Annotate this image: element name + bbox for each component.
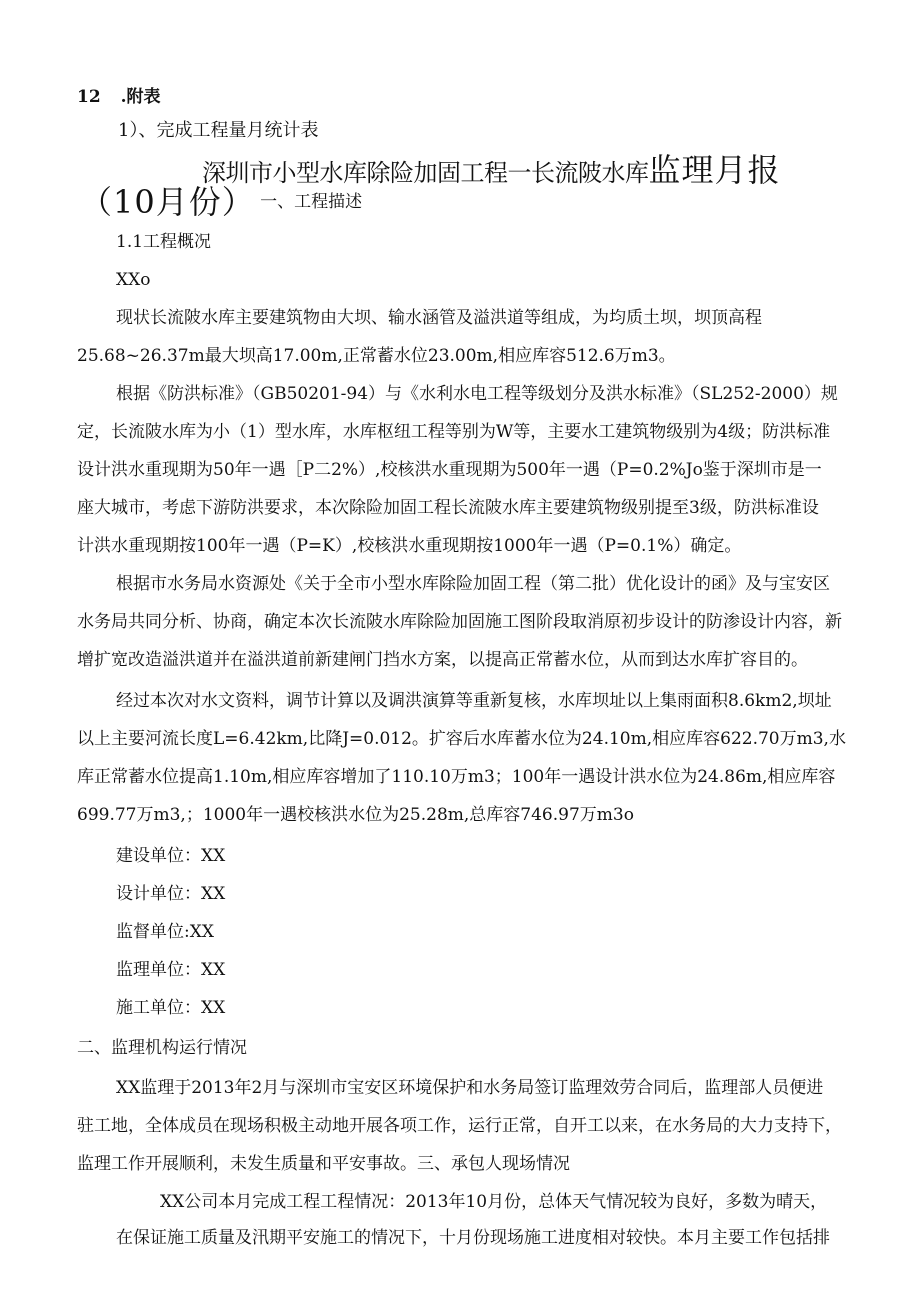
section-2-heading: 二、监理机构运行情况	[77, 1038, 247, 1058]
report-title-line2	[80, 183, 363, 221]
paragraph-line: 根据《防洪标准》（GB50201-94）与《水利水电工程等级划分及洪水标准》（SL252-2000）规	[116, 384, 838, 404]
paragraph-line: 定，长流陂水库为小（1）型水库，水库枢纽工程等别为W等，主要水工建筑物级别为4级；防洪标准	[77, 422, 831, 442]
paragraph-line: 根据市水务局水资源处《关于全市小型水库除险加固工程（第二批）优化设计的函》及与宝安区	[116, 574, 830, 594]
unit-contractor: 施工单位：XX	[116, 998, 226, 1018]
appendix-heading	[77, 89, 161, 106]
report-month: （10月份）	[80, 183, 255, 221]
table-heading: 1）、完成工程量月统计表	[118, 120, 319, 141]
paragraph-line: 在保证施工质量及汛期平安施工的情况下，十月份现场施工进度相对较快。本月主要工作包括排	[116, 1228, 830, 1248]
unit-supervision-authority: 监督单位:XX	[116, 922, 214, 942]
paragraph-line: 座大城市，考虑下游防洪要求，本次除险加固工程长流陂水库主要建筑物级别提至3级，防洪标准设	[77, 498, 819, 518]
project-name: 深圳市小型水库除险加固工程一长流陂水库	[202, 159, 649, 187]
paragraph-line: 增扩宽改造溢洪道并在溢洪道前新建闸门挡水方案，以提高正常蓄水位，从而到达水库扩容目的。	[77, 650, 808, 670]
unit-supervisor: 监理单位：XX	[116, 960, 226, 980]
paragraph-line: 25.68~26.37m最大坝高17.00m,正常蓄水位23.00m,相应库容512.6万m3。	[77, 346, 676, 366]
report-type: 监理月报	[648, 151, 781, 189]
paragraph-line: 经过本次对水文资料，调节计算以及调洪演算等重新复核，水库坝址以上集雨面积8.6km2,坝址	[116, 691, 832, 711]
unit-design: 设计单位：XX	[116, 884, 226, 904]
paragraph-line: 计洪水重现期按100年一遇（P=K）,校核洪水重现期按1000年一遇（P=0.1%）确定。	[77, 536, 742, 556]
paragraph-line: 驻工地，全体成员在现场积极主动地开展各项工作，运行正常，自开工以来，在水务局的大力支持下，	[77, 1116, 842, 1136]
paragraph-line: 监理工作开展顺利，未发生质量和平安事故。三、承包人现场情况	[77, 1154, 570, 1174]
section-1-1-heading: 1.1工程概况	[116, 232, 212, 252]
appendix-label: .附表	[120, 87, 161, 107]
unit-construction: 建设单位：XX	[116, 846, 226, 866]
paragraph-line: 以上主要河流长度L=6.42km,比降J=0.012。扩容后水库蓄水位为24.10m,相应库容622.70万m3,水	[77, 729, 846, 749]
appendix-number: 12	[77, 87, 101, 107]
report-title-line1	[202, 151, 781, 189]
paragraph-line: 699.77万m3,；1000年一遇校核洪水位为25.28m,总库容746.97万m3o	[77, 805, 634, 825]
overview-text: XXo	[116, 270, 151, 290]
paragraph-line: XX公司本月完成工程工程情况：2013年10月份，总体天气情况较为良好，多数为晴天，	[160, 1192, 828, 1212]
paragraph-line: XX监理于2013年2月与深圳市宝安区环境保护和水务局签订监理效劳合同后，监理部人员便进	[116, 1078, 824, 1098]
paragraph-line: 水务局共同分析、协商，确定本次长流陂水库除险加固施工图阶段取消原初步设计的防渗设计内容，新	[77, 612, 842, 632]
paragraph-line: 现状长流陂水库主要建筑物由大坝、输水涵管及溢洪道等组成，为均质土坝，坝顶高程	[116, 308, 762, 328]
section-1-heading: 一、工程描述	[260, 192, 363, 212]
paragraph-line: 设计洪水重现期为50年一遇［P二2%）,校核洪水重现期为500年一遇（P=0.2%Jo鉴于深圳市是一	[77, 460, 822, 480]
paragraph-line: 库正常蓄水位提高1.10m,相应库容增加了110.10万m3；100年一遇设计洪水位为24.86m,相应库容	[77, 767, 836, 787]
